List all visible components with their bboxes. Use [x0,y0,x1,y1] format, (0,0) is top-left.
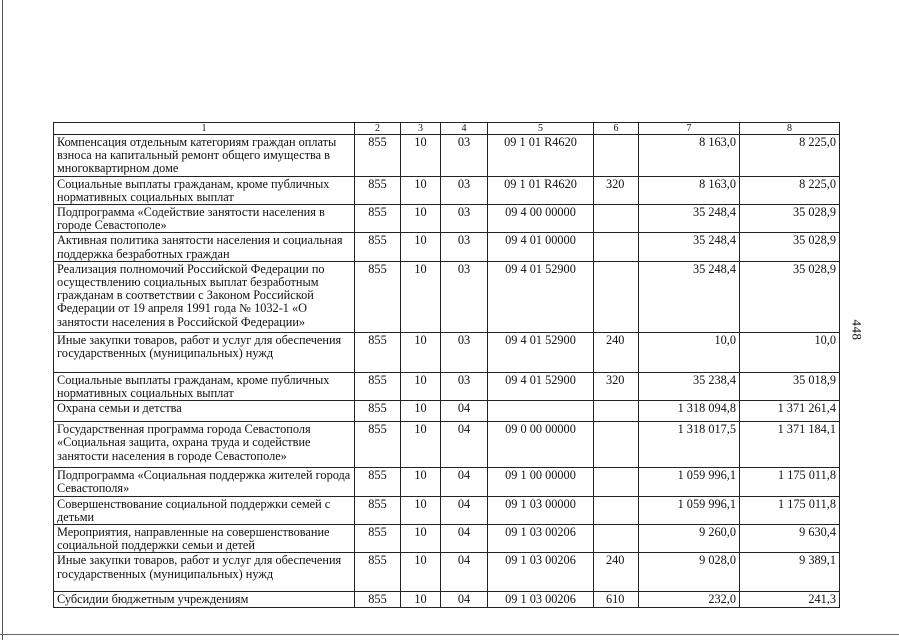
target-code: 09 4 01 52900 [488,261,594,332]
row-name: Государственная программа города Севастополя «Социальная защита, охрана труда и содействие занятости населения в городе Севастополе» [54,422,355,468]
target-code: 09 1 01 R4620 [488,135,594,177]
section-code: 10 [401,401,441,422]
target-code: 09 4 01 52900 [488,332,594,372]
subsection-code: 04 [441,496,488,524]
scan-left-edge [2,0,3,640]
target-code: 09 0 00 00000 [488,422,594,468]
amount-year-1: 8 163,0 [639,176,740,204]
table-row [54,592,840,608]
amount-year-2: 241,3 [740,592,840,608]
expense-type: 320 [594,176,639,204]
expense-type: 320 [594,372,639,400]
subsection-code: 04 [441,401,488,422]
row-name: Мероприятия, направленные на совершенствование социальной поддержки семьи и детей [54,525,355,553]
amount-year-2: 35 028,9 [740,261,840,332]
row-name: Субсидии бюджетным учреждениям [54,592,355,608]
amount-year-1: 1 059 996,1 [639,496,740,524]
amount-year-1: 35 238,4 [639,372,740,400]
row-name: Компенсация отдельным категориям граждан оплаты взноса на капитальный ремонт общего имущества в многоквартирном доме [54,135,355,177]
amount-year-1: 9 028,0 [639,553,740,592]
section-code: 10 [401,261,441,332]
expense-type [594,468,639,496]
amount-year-2: 1 175 011,8 [740,468,840,496]
table-row [54,261,840,332]
target-code [488,401,594,422]
section-code: 10 [401,496,441,524]
amount-year-2: 35 028,9 [740,205,840,233]
budget-table [53,122,840,608]
table-row [54,468,840,496]
amount-year-2: 1 371 184,1 [740,422,840,468]
table-row [54,205,840,233]
admin-code: 855 [355,261,401,332]
expense-type [594,261,639,332]
target-code: 09 1 01 R4620 [488,176,594,204]
amount-year-1: 8 163,0 [639,135,740,177]
target-code: 09 1 03 00000 [488,496,594,524]
target-code: 09 1 00 00000 [488,468,594,496]
expense-type [594,135,639,177]
admin-code: 855 [355,592,401,608]
target-code: 09 1 03 00206 [488,553,594,592]
section-code: 10 [401,233,441,261]
table-row [54,176,840,204]
amount-year-2: 10,0 [740,332,840,372]
expense-type: 610 [594,592,639,608]
section-code: 10 [401,553,441,592]
column-header-8: 8 [740,123,840,135]
row-name: Социальные выплаты гражданам, кроме публичных нормативных социальных выплат [54,176,355,204]
section-code: 10 [401,592,441,608]
amount-year-2: 35 018,9 [740,372,840,400]
admin-code: 855 [355,553,401,592]
subsection-code: 03 [441,261,488,332]
table-row [54,135,840,177]
section-code: 10 [401,525,441,553]
admin-code: 855 [355,205,401,233]
target-code: 09 4 01 00000 [488,233,594,261]
target-code: 09 4 01 52900 [488,372,594,400]
table-row [54,401,840,422]
amount-year-1: 1 318 094,8 [639,401,740,422]
table-row [54,553,840,592]
table-row [54,496,840,524]
row-name: Подпрограмма «Содействие занятости населения в городе Севастополе» [54,205,355,233]
subsection-code: 03 [441,135,488,177]
expense-type [594,401,639,422]
amount-year-2: 1 175 011,8 [740,496,840,524]
row-name: Социальные выплаты гражданам, кроме публичных нормативных социальных выплат [54,372,355,400]
section-code: 10 [401,468,441,496]
row-name: Активная политика занятости населения и социальная поддержка безработных граждан [54,233,355,261]
column-header-1: 1 [54,123,355,135]
admin-code: 855 [355,372,401,400]
amount-year-2: 35 028,9 [740,233,840,261]
expense-type [594,525,639,553]
amount-year-1: 35 248,4 [639,205,740,233]
row-name: Охрана семьи и детства [54,401,355,422]
admin-code: 855 [355,496,401,524]
admin-code: 855 [355,525,401,553]
amount-year-1: 10,0 [639,332,740,372]
admin-code: 855 [355,422,401,468]
table-row [54,332,840,372]
target-code: 09 1 03 00206 [488,525,594,553]
subsection-code: 04 [441,592,488,608]
amount-year-1: 232,0 [639,592,740,608]
section-code: 10 [401,332,441,372]
table-row [54,233,840,261]
subsection-code: 04 [441,422,488,468]
column-header-2: 2 [355,123,401,135]
admin-code: 855 [355,468,401,496]
admin-code: 855 [355,401,401,422]
amount-year-1: 1 059 996,1 [639,468,740,496]
table-row [54,372,840,400]
scan-bottom-edge [0,634,899,635]
expense-type [594,205,639,233]
column-header-3: 3 [401,123,441,135]
amount-year-2: 1 371 261,4 [740,401,840,422]
subsection-code: 04 [441,468,488,496]
table-row [54,525,840,553]
section-code: 10 [401,176,441,204]
expense-type [594,496,639,524]
admin-code: 855 [355,332,401,372]
amount-year-2: 9 630,4 [740,525,840,553]
expense-type: 240 [594,553,639,592]
section-code: 10 [401,422,441,468]
admin-code: 855 [355,176,401,204]
page-number: 448 [849,319,865,341]
section-code: 10 [401,205,441,233]
target-code: 09 4 00 00000 [488,205,594,233]
amount-year-2: 8 225,0 [740,176,840,204]
expense-type [594,422,639,468]
row-name: Реализация полномочий Российской Федерации по осуществлению социальных выплат безработным гражданам в соответствии с Законом Российской Федерации от 19 апреля 1991 года № 1032-1 «О занятости населения в Российской Федерации» [54,261,355,332]
row-name: Подпрограмма «Социальная поддержка жителей города Севастополя» [54,468,355,496]
table-header-row [54,123,840,135]
table-row [54,422,840,468]
subsection-code: 03 [441,233,488,261]
section-code: 10 [401,135,441,177]
column-header-6: 6 [594,123,639,135]
section-code: 10 [401,372,441,400]
row-name: Иные закупки товаров, работ и услуг для обеспечения государственных (муниципальных) нужд [54,332,355,372]
amount-year-2: 8 225,0 [740,135,840,177]
amount-year-1: 35 248,4 [639,233,740,261]
admin-code: 855 [355,135,401,177]
expense-type [594,233,639,261]
subsection-code: 03 [441,176,488,204]
subsection-code: 03 [441,332,488,372]
amount-year-1: 35 248,4 [639,261,740,332]
target-code: 09 1 03 00206 [488,592,594,608]
admin-code: 855 [355,233,401,261]
column-header-5: 5 [488,123,594,135]
row-name: Иные закупки товаров, работ и услуг для обеспечения государственных (муниципальных) нужд [54,553,355,592]
amount-year-1: 9 260,0 [639,525,740,553]
column-header-7: 7 [639,123,740,135]
subsection-code: 04 [441,525,488,553]
table-body [54,135,840,608]
subsection-code: 03 [441,372,488,400]
expense-type: 240 [594,332,639,372]
amount-year-1: 1 318 017,5 [639,422,740,468]
subsection-code: 03 [441,205,488,233]
amount-year-2: 9 389,1 [740,553,840,592]
subsection-code: 04 [441,553,488,592]
column-header-4: 4 [441,123,488,135]
row-name: Совершенствование социальной поддержки семей с детьми [54,496,355,524]
